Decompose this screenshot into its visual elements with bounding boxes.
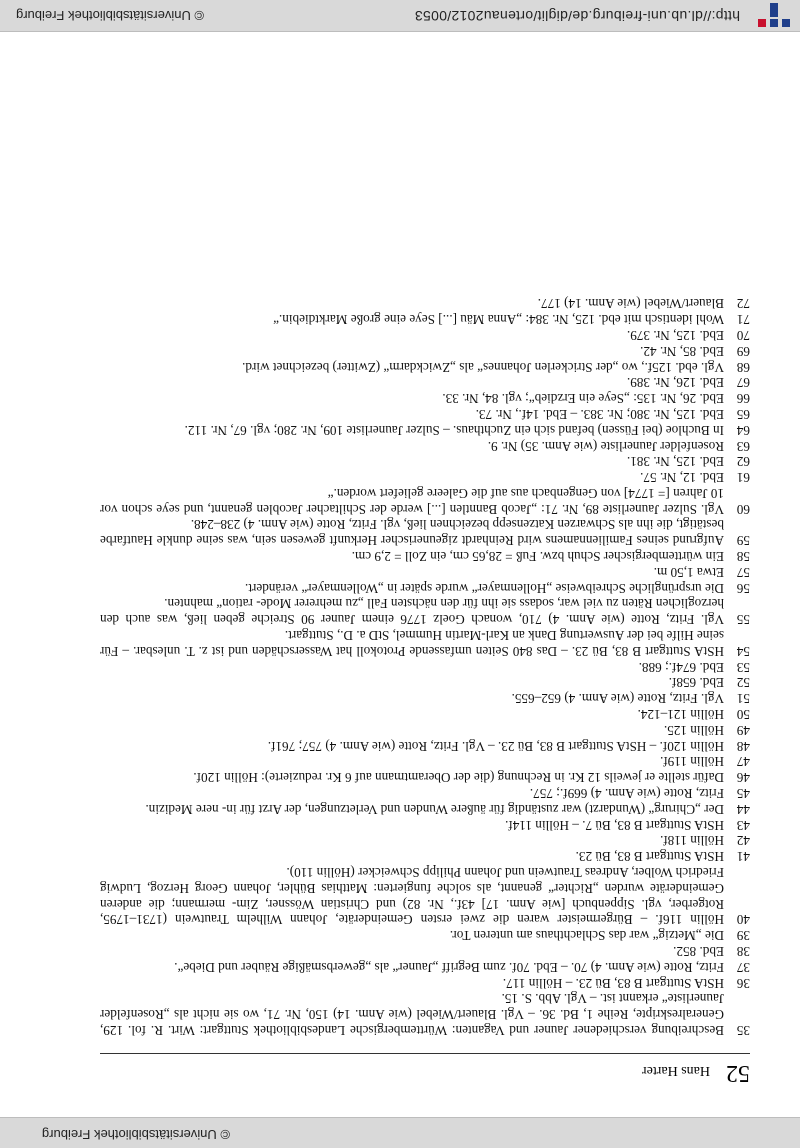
footnote-56 bbox=[100, 580, 750, 596]
footnote-63 bbox=[100, 438, 750, 454]
footnote-number: 64 bbox=[736, 422, 750, 438]
footnote-67 bbox=[100, 375, 750, 391]
footnote-text: Vgl. Sulzer Jaunerliste 89, Nr. 71: „Jacob Banntlen [...] werde der Schiltacher Jacoblen genannt, und seye schon vor 10 Jahren [= 1774] von Gengenbach aus auf die Galeere geliefert worden.“ bbox=[100, 485, 724, 517]
footnote-61 bbox=[100, 469, 750, 485]
footnote-49 bbox=[100, 722, 750, 738]
footnote-50 bbox=[100, 706, 750, 722]
footnote-text: Höllin 121–124. bbox=[637, 707, 724, 723]
footnote-text: In Buchloe (bei Füssen) befand sich ein Zuchthaus. – Sulzer Jaunerliste 109, Nr. 280; vgl. 67, Nr. 112. bbox=[184, 422, 724, 438]
footnote-number: 58 bbox=[736, 549, 750, 565]
footnote-53 bbox=[100, 659, 750, 675]
footnote-number: 55 bbox=[736, 612, 750, 628]
footnote-number: 70 bbox=[736, 327, 750, 343]
footnote-59 bbox=[100, 517, 750, 549]
library-credit: © Universitätsbibliothek Freiburg bbox=[41, 1127, 230, 1142]
page-header bbox=[100, 1053, 750, 1086]
footnote-number: 52 bbox=[736, 675, 750, 691]
footnote-number: 67 bbox=[736, 375, 750, 391]
viewer-bottom-bar bbox=[0, 0, 800, 32]
footnote-text: HStA Stuttgart B 83, Bü 23. – Höllin 117. bbox=[502, 975, 724, 991]
footnote-42 bbox=[100, 833, 750, 849]
footnote-number: 49 bbox=[736, 722, 750, 738]
footnote-text: Vgl. Fritz, Rotte (wie Anm. 4) 652–655. bbox=[511, 691, 724, 707]
footnote-text: Vgl. ebd. 125f., wo „der Strickerlen Johannes“ als „Zwickdarm“ (Zwitter) bezeichnet wird. bbox=[242, 359, 724, 375]
footnote-number: 66 bbox=[736, 391, 750, 407]
footnote-text: Fritz, Rotte (wie Anm. 4) 70. – Ebd. 70f. zum Begriff „Jauner“ als „gewerbsmäßige Räuber und Diebe“. bbox=[174, 959, 724, 975]
footnote-number: 63 bbox=[736, 438, 750, 454]
footnote-47 bbox=[100, 754, 750, 770]
footnote-62 bbox=[100, 454, 750, 470]
footnote-number: 72 bbox=[736, 296, 750, 312]
footnote-text: Ebd. 674f.; 688. bbox=[638, 659, 724, 675]
footnote-number: 40 bbox=[736, 912, 750, 928]
footnote-52 bbox=[100, 675, 750, 691]
footnote-44 bbox=[100, 801, 750, 817]
footnote-text: Die ursprüngliche Schreibweise „Hollenmayer“ wurde später in „Wollenmayer“ verändert. bbox=[245, 580, 724, 596]
footnote-number: 56 bbox=[736, 580, 750, 596]
footnote-58 bbox=[100, 548, 750, 564]
footnote-text: Dafür stellte er jeweils 12 Kr. in Rechnung (die der Oberamtmann auf 6 Kr. reduzierte): Höllin 120f. bbox=[193, 770, 724, 786]
footnote-number: 37 bbox=[736, 959, 750, 975]
footnote-text: Blauert/Wiebel (wie Anm. 14) 177. bbox=[537, 296, 724, 312]
footnote-text: Höllin 125. bbox=[663, 722, 724, 738]
footnote-37 bbox=[100, 959, 750, 975]
running-head-author: Hans Harter bbox=[641, 1063, 710, 1078]
footnote-number: 62 bbox=[736, 454, 750, 470]
footnote-number: 50 bbox=[736, 707, 750, 723]
footnote-number: 47 bbox=[736, 754, 750, 770]
footnote-70 bbox=[100, 327, 750, 343]
footnote-51 bbox=[100, 690, 750, 706]
footnote-number: 51 bbox=[736, 691, 750, 707]
footnote-text: Der „Chirurg“ (Wundarzt) war zuständig für äußere Wunden und Verletzungen, der Arzt für in- nere Medizin. bbox=[145, 801, 724, 817]
footnote-number: 42 bbox=[736, 833, 750, 849]
footnote-66 bbox=[100, 390, 750, 406]
footnote-35 bbox=[100, 991, 750, 1038]
footnote-text: Vgl. Fritz, Rotte (wie Anm. 4) 710, wonach Goelz 1776 einem Jauner 90 Streiche geben ließ, was auch den herzoglichen Räten zu viel war, sodass sie ihn für den nächsten Fall „zu mehrerer Mode- ration“ mahnten. bbox=[100, 596, 724, 628]
footnote-number: 65 bbox=[736, 406, 750, 422]
footnote-number: 69 bbox=[736, 343, 750, 359]
footnote-number: 41 bbox=[736, 849, 750, 865]
footnote-text: Höllin 116f. – Bürgermeister waren die zwei ersten Gemeinderäte, Johann Wilhelm Trautwein (1731–1795, Rotgerber, vgl. Sippenbuch [wie Anm. 17] 43f., Nr. 82) und Christian Wössner, Zim- mermann; die anderen Gemeinderäte wurden „Richter“ genannt, als solche fungierten: Matthias Bühler, Johann Georg Herzog, Ludwig Friedrich Wolber, Andreas Trautwein und Johann Philipp Schweicker (Höllin 110). bbox=[100, 865, 724, 928]
footnote-text: Höllin 120f. – HStA Stuttgart B 83, Bü 23. – Vgl. Fritz, Rotte (wie Anm. 4) 757; 761f. bbox=[267, 738, 724, 754]
footnote-number: 60 bbox=[736, 501, 750, 517]
footnote-number: 61 bbox=[736, 470, 750, 486]
footnote-text: Ebd. 852. bbox=[673, 944, 724, 960]
footnote-60 bbox=[100, 485, 750, 517]
footnote-text: HStA Stuttgart B 83, Bü 7. – Höllin 114f. bbox=[505, 817, 724, 833]
footnote-43 bbox=[100, 817, 750, 833]
footnote-55 bbox=[100, 596, 750, 628]
footnote-number: 43 bbox=[736, 817, 750, 833]
footnote-text: Rosenfelder Jaunerliste (wie Anm. 35) Nr. 9. bbox=[487, 438, 724, 454]
footnote-69 bbox=[100, 343, 750, 359]
footnote-41 bbox=[100, 848, 750, 864]
footnote-36 bbox=[100, 975, 750, 991]
footnote-number: 46 bbox=[736, 770, 750, 786]
footnote-65 bbox=[100, 406, 750, 422]
footnote-text: HStA Stuttgart B 83, Bü 23. bbox=[575, 849, 724, 865]
footnote-68 bbox=[100, 359, 750, 375]
footnote-72 bbox=[100, 296, 750, 312]
footnote-text: Ebd. 125, Nr. 380; Nr. 383. – Ebd. 14f., Nr. 73. bbox=[475, 406, 724, 422]
footnote-number: 36 bbox=[736, 975, 750, 991]
footnote-number: 59 bbox=[736, 533, 750, 549]
footnote-45 bbox=[100, 785, 750, 801]
footnote-text: Höllin 119f. bbox=[660, 754, 724, 770]
footnote-39 bbox=[100, 927, 750, 943]
footnote-number: 44 bbox=[736, 801, 750, 817]
footnote-40 bbox=[100, 864, 750, 927]
page-number: 52 bbox=[726, 1060, 750, 1086]
footnote-text: Ebd. 12, Nr. 57. bbox=[640, 470, 724, 486]
footnote-text: Die „Metzig“ war das Schlachthaus am unteren Tor. bbox=[449, 928, 724, 944]
footnote-text: HStA Stuttgart B 83, Bü 23. – Das 840 Seiten umfassende Protokoll hat Wasserschäden und ist z. T. unlesbar. – Für seine Hilfe bei der Auswertung Dank an Karl-Martin Hummel, StD a. D., Stuttgart. bbox=[100, 628, 724, 659]
footnote-text: Höllin 118f. bbox=[660, 833, 724, 849]
footnote-text: Ebd. 125, Nr. 381. bbox=[626, 454, 724, 470]
footnotes-list bbox=[100, 296, 750, 1038]
footnote-number: 38 bbox=[736, 944, 750, 960]
footnote-57 bbox=[100, 564, 750, 580]
footnote-46 bbox=[100, 769, 750, 785]
university-logo-icon bbox=[752, 1, 792, 29]
footnote-text: Aufgrund seines Familiennamens wird Reinhardt zigeunerischer Herkunft gewesen sein, was seine dunkle Hautfarbe bestätigt, die ihn als Schwarzen Katzensepp bezeichnen ließ, vgl. Fritz, Rotte (wie Anm. 4) 238–248. bbox=[100, 517, 724, 549]
footnote-number: 48 bbox=[736, 738, 750, 754]
footnote-number: 68 bbox=[736, 359, 750, 375]
footnote-64 bbox=[100, 422, 750, 438]
footnote-48 bbox=[100, 738, 750, 754]
footnote-text: Ebd. 26, Nr. 135: „Seye ein Erzdieb“; vgl. 84, Nr. 33. bbox=[442, 391, 724, 407]
footnote-number: 53 bbox=[736, 659, 750, 675]
footnote-38 bbox=[100, 943, 750, 959]
footnote-text: Ebd. 126, Nr. 389. bbox=[626, 375, 724, 391]
footnote-text: Etwa 1,50 m. bbox=[653, 564, 724, 580]
footnote-text: Ebd. 125, Nr. 379. bbox=[626, 327, 724, 343]
footnote-number: 71 bbox=[736, 312, 750, 328]
footnote-text: Fritz, Rotte (wie Anm. 4) 669f.; 757. bbox=[529, 786, 724, 802]
footnote-71 bbox=[100, 311, 750, 327]
document-url-link[interactable]: http://dl.ub.uni-freiburg.de/diglit/ortenau2012/0053 bbox=[414, 8, 740, 24]
footnote-number: 39 bbox=[736, 928, 750, 944]
footnote-text: Ebd. 658f. bbox=[668, 675, 724, 691]
footnote-number: 54 bbox=[736, 643, 750, 659]
footnote-number: 35 bbox=[736, 1023, 750, 1038]
footnote-text: Ein württembergischer Schuh bzw. Fuß = 28,65 cm, ein Zoll = 2,9 cm. bbox=[351, 549, 724, 565]
footnote-number: 57 bbox=[736, 564, 750, 580]
footnote-number: 45 bbox=[736, 786, 750, 802]
footnote-text: Wohl identisch mit ebd. 125, Nr. 384: „Anna Mäu [...] Seye eine große Marktdiebin.“ bbox=[273, 312, 724, 328]
footnote-text: Beschreibung verschiedener Jauner und Vaganten: Württembergische Landesbibliothek Stuttgart: Wirt. R. fol. 129, Generalreskripte, Reihe 1, Bd. 36. – Vgl. Blauert/Wiebel (wie Anm. 14) 150, Nr. 71, wo sie nicht als „Rosenfelder Jaunerliste“ erkannt ist. – Vgl. Abb. S. 15. bbox=[100, 991, 724, 1038]
footnote-text: Ebd. 85, Nr. 42. bbox=[640, 343, 724, 359]
library-credit: © Universitätsbibliothek Freiburg bbox=[16, 8, 205, 23]
footnote-54 bbox=[100, 627, 750, 659]
